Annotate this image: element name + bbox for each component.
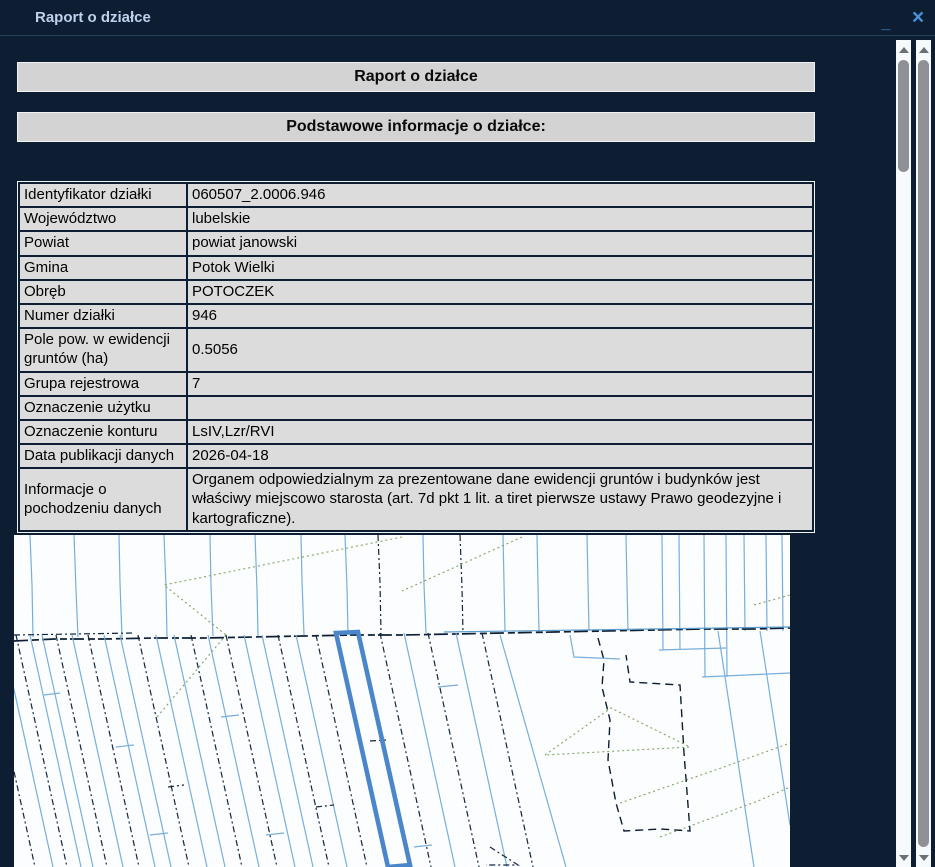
attribute-value-cell: 0.5056 bbox=[188, 329, 812, 370]
attribute-label-cell: Informacje o pochodzeniu danych bbox=[20, 469, 186, 530]
attribute-value-cell: Potok Wielki bbox=[188, 257, 812, 279]
close-icon: × bbox=[911, 6, 925, 29]
close-button[interactable] bbox=[907, 5, 929, 31]
parcel-attributes-table bbox=[17, 181, 815, 533]
attribute-label-cell: Województwo bbox=[20, 208, 186, 230]
table-row bbox=[20, 281, 812, 303]
attribute-label-cell: Identyfikator działki bbox=[20, 184, 186, 206]
scroll-up-button[interactable] bbox=[896, 42, 911, 57]
cadastral-map bbox=[14, 535, 790, 867]
report-title-header: Raport o działce bbox=[17, 62, 815, 92]
attribute-label-cell: Obręb bbox=[20, 281, 186, 303]
attribute-label-cell: Data publikacji danych bbox=[20, 445, 186, 467]
attribute-value-cell: POTOCZEK bbox=[188, 281, 812, 303]
page-scroll-up-button[interactable] bbox=[916, 42, 931, 57]
report-table-body bbox=[20, 184, 812, 530]
table-row bbox=[20, 329, 812, 370]
attribute-label-cell: Oznaczenie konturu bbox=[20, 421, 186, 443]
cadastral-map-drawing bbox=[14, 535, 790, 867]
attribute-value-cell: 946 bbox=[188, 305, 812, 327]
table-row bbox=[20, 469, 812, 530]
table-row bbox=[20, 208, 812, 230]
window-controls bbox=[875, 0, 929, 36]
minimize-icon: _ bbox=[881, 15, 891, 32]
titlebar[interactable] bbox=[0, 0, 935, 36]
attribute-value-cell: 2026-04-18 bbox=[188, 445, 812, 467]
attribute-label-cell: Pole pow. w ewidencji gruntów (ha) bbox=[20, 329, 186, 370]
page-scrollbar-thumb[interactable] bbox=[918, 60, 929, 847]
attribute-value-cell bbox=[188, 397, 812, 419]
table-row bbox=[20, 305, 812, 327]
attribute-label-cell: Grupa rejestrowa bbox=[20, 373, 186, 395]
table-row bbox=[20, 184, 812, 206]
table-row bbox=[20, 421, 812, 443]
attribute-value-cell: 060507_2.0006.946 bbox=[188, 184, 812, 206]
table-row bbox=[20, 445, 812, 467]
attribute-value-cell: LsIV,Lzr/RVI bbox=[188, 421, 812, 443]
page-scroll-down-button[interactable] bbox=[916, 850, 931, 865]
attribute-label-cell: Oznaczenie użytku bbox=[20, 397, 186, 419]
page-scrollbar[interactable] bbox=[916, 40, 931, 867]
basic-info-header: Podstawowe informacje o działce: bbox=[17, 112, 815, 142]
window-title: Raport o działce bbox=[35, 9, 151, 26]
minimize-button[interactable] bbox=[875, 5, 897, 31]
table-row bbox=[20, 232, 812, 254]
table-row bbox=[20, 373, 812, 395]
scroll-down-button[interactable] bbox=[896, 850, 911, 865]
table-row bbox=[20, 397, 812, 419]
dialog-scrollbar[interactable] bbox=[896, 40, 911, 867]
attribute-value-cell: lubelskie bbox=[188, 208, 812, 230]
scroll-down-icon bbox=[899, 855, 909, 861]
table-row bbox=[20, 257, 812, 279]
attribute-label-cell: Numer działki bbox=[20, 305, 186, 327]
attribute-value-cell: 7 bbox=[188, 373, 812, 395]
dialog-scrollbar-thumb[interactable] bbox=[898, 60, 909, 172]
attribute-label-cell: Gmina bbox=[20, 257, 186, 279]
scroll-up-icon bbox=[899, 47, 909, 53]
attribute-value-cell: Organem odpowiedzialnym za prezentowane dane ewidencji gruntów i budynków jest właściwy miejscowo starosta (art. 7d pkt 1 lit. a tiret pierwsze ustawy Prawo geodezyjne i kartograficzne). bbox=[188, 469, 812, 530]
attribute-label-cell: Powiat bbox=[20, 232, 186, 254]
attribute-value-cell: powiat janowski bbox=[188, 232, 812, 254]
scroll-up-icon bbox=[919, 47, 929, 53]
scroll-down-icon bbox=[919, 855, 929, 861]
